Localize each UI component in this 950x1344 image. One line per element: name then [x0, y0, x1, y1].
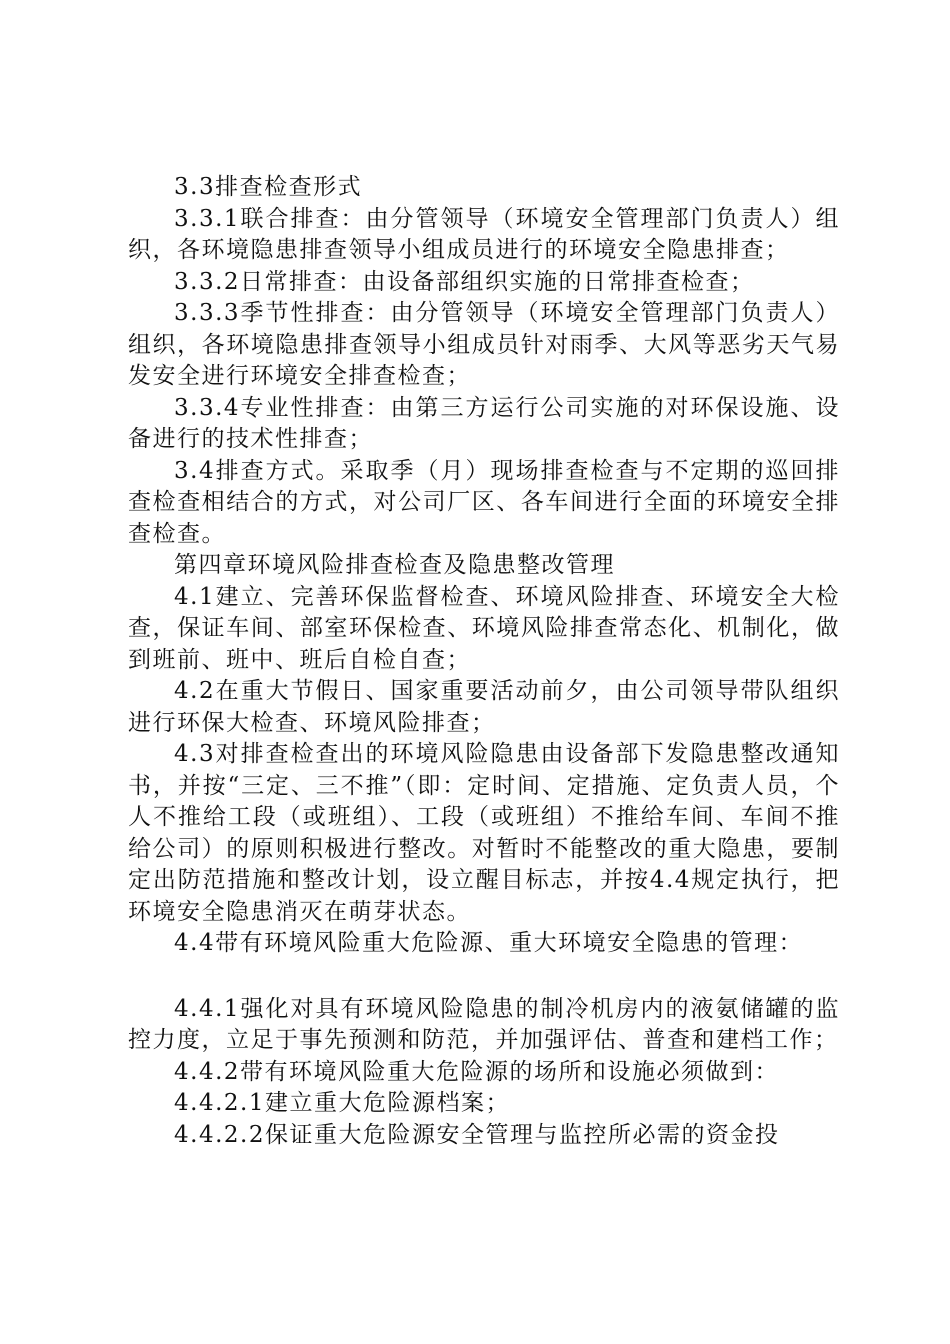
- paragraph-3-4: 3.4排查方式。采取季（月）现场排查检查与不定期的巡回排查检查相结合的方式，对公司厂区、各车间进行全面的环境安全排查检查。: [128, 457, 840, 547]
- paragraph-3-3-3: 3.3.3季节性排查：由分管领导（环境安全管理部门负责人）组织，各环境隐患排查领导小组成员针对雨季、大风等恶劣天气易发安全进行环境安全排查检查；: [128, 300, 840, 389]
- paragraph-3-3-1: 3.3.1联合排查：由分管领导（环境安全管理部门负责人）组织，各环境隐患排查领导小组成员进行的环境安全隐患排查；: [128, 205, 840, 263]
- paragraph-4-4-2-2: 4.4.2.2保证重大危险源安全管理与监控所必需的资金投: [174, 1121, 780, 1148]
- heading-3-3: 3.3排查检查形式: [174, 174, 363, 200]
- paragraph-4-2: 4.2在重大节假日、国家重要活动前夕，由公司领导带队组织进行环保大检查、环境风险排查；: [128, 678, 840, 736]
- paragraph-4-4-2: 4.4.2带有环境风险重大危险源的场所和设施必须做到：: [174, 1058, 780, 1085]
- paragraph-3-3-2: 3.3.2日常排查：由设备部组织实施的日常排查检查；: [174, 268, 755, 295]
- document-body: [128, 172, 840, 1151]
- chapter-4-title: 第四章环境风险排查检查及隐患整改管理: [174, 552, 615, 578]
- paragraph-4-1: 4.1建立、完善环保监督检查、环境风险排查、环境安全大检查，保证车间、部室环保检查、环境风险排查常态化、机制化，做到班前、班中、班后自检自查；: [128, 583, 840, 673]
- paragraph-4-3: 4.3对排查检查出的环境风险隐患由设备部下发隐患整改通知书，并按“三定、三不推”（即：定时间、定措施、定负责人员，个人不推给工段（或班组）、工段（或班组）不推给车间、车间不推给公司）的原则积极进行整改。对暂时不能整改的重大隐患，要制定出防范措施和整改计划，设立醒目标志，并按4.4规定执行，把环境安全隐患消灭在萌芽状态。: [128, 741, 840, 925]
- paragraph-4-4-2-1: 4.4.2.1建立重大危险源档案；: [174, 1090, 510, 1116]
- paragraph-3-3-4: 3.3.4专业性排查：由第三方运行公司实施的对环保设施、设备进行的技术性排查；: [128, 394, 840, 452]
- paragraph-4-4-1: 4.4.1强化对具有环境风险隐患的制冷机房内的液氨储罐的监控力度，立足于事先预测和防范，并加强评估、普查和建档工作；: [128, 995, 840, 1053]
- paragraph-4-4: 4.4带有环境风险重大危险源、重大环境安全隐患的管理：: [174, 930, 804, 956]
- blank-line: [128, 960, 840, 994]
